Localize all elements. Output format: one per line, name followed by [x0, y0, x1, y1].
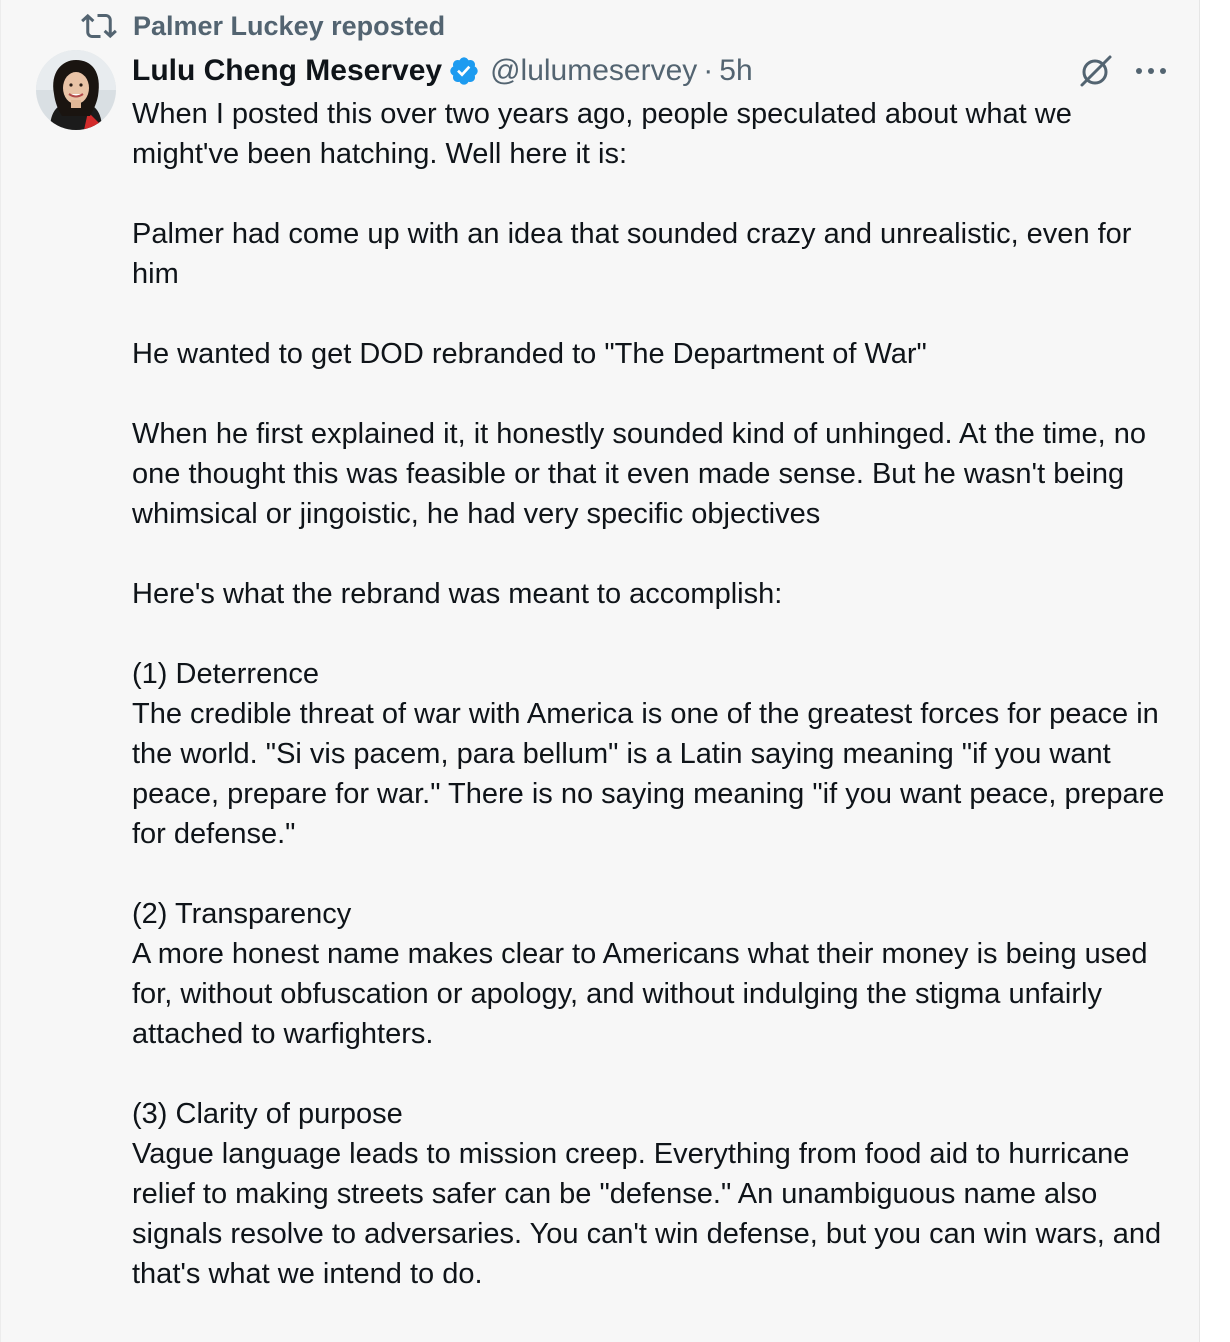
- text-line: Vague language leads to mission creep. Everything from food aid to hurricane relief to making streets safer can be "defense." An unambiguous name also signals resolve to adversaries. You can't win defense, but you can win wars, and that's what we intend to do.: [132, 1138, 1162, 1290]
- timestamp[interactable]: 5h: [719, 54, 753, 87]
- more-icon[interactable]: [1131, 50, 1171, 92]
- paragraph: [132, 94, 1182, 174]
- grok-icon[interactable]: [1075, 50, 1117, 92]
- text-line: Here's what the rebrand was meant to accomplish:: [132, 578, 783, 610]
- tweet-text: [132, 94, 1182, 1334]
- text-line: A more honest name makes clear to Americans what their money is being used for, without obfuscation or apology, and without indulging the stigma unfairly attached to warfighters.: [132, 938, 1148, 1050]
- text-line: When he first explained it, it honestly sounded kind of unhinged. At the time, no one thought this was feasible or that it even made sense. But he wasn't being whimsical or jingoistic, he had very specific objectives: [132, 418, 1147, 530]
- section-heading: (1) Deterrence: [132, 658, 319, 690]
- paragraph: [132, 334, 1182, 374]
- paragraph: [132, 574, 1182, 614]
- avatar[interactable]: [36, 50, 116, 130]
- author-handle[interactable]: @lulumeservey: [490, 54, 698, 87]
- repost-label[interactable]: Palmer Luckey reposted: [133, 10, 446, 41]
- paragraph: [132, 1094, 1182, 1294]
- text-line: When I posted this over two years ago, people speculated about what we might've been hatching. Well here it is:: [132, 98, 1072, 170]
- text-line: The credible threat of war with America is one of the greatest forces for peace in the world. "Si vis pacem, para bellum" is a Latin saying meaning "if you want peace, prepare for war." There is no saying meaning "if you want peace, prepare for defense.": [132, 698, 1165, 850]
- text-line: Palmer had come up with an idea that sounded crazy and unrealistic, even for him: [132, 218, 1132, 290]
- paragraph: [132, 894, 1182, 1054]
- paragraph: [132, 214, 1182, 294]
- verified-badge-icon[interactable]: [448, 55, 480, 87]
- paragraph: [132, 414, 1182, 534]
- author-name[interactable]: Lulu Cheng Meservey: [132, 54, 443, 87]
- tweet-header: [132, 50, 753, 92]
- repost-icon: [81, 8, 117, 44]
- section-heading: (3) Clarity of purpose: [132, 1098, 403, 1130]
- repost-indicator: [81, 8, 445, 44]
- section-heading: (2) Transparency: [132, 898, 352, 930]
- text-line: He wanted to get DOD rebranded to "The Department of War": [132, 338, 927, 370]
- paragraph: [132, 654, 1182, 854]
- separator-dot: ·: [703, 54, 714, 87]
